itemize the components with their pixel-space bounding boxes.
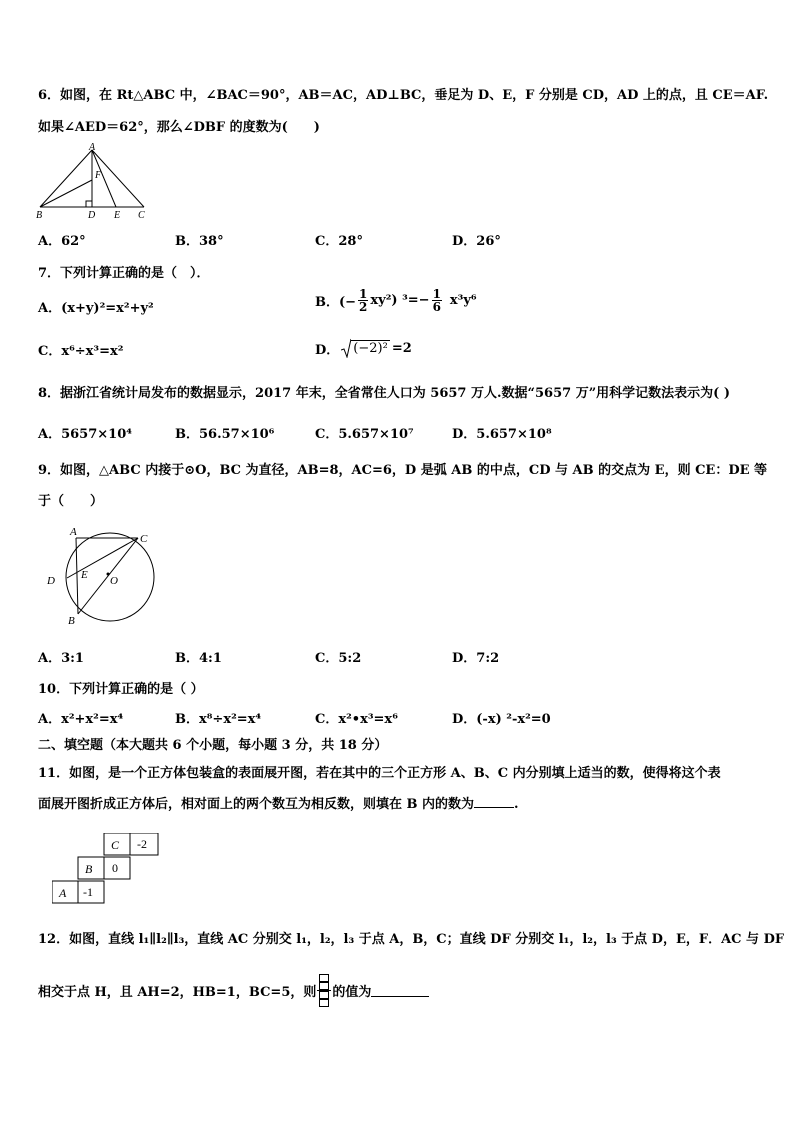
q7-option-b-suffix: x³y⁶ <box>449 293 477 308</box>
q11-cell-zero: 0 <box>112 861 118 875</box>
q11-answer-blank <box>474 795 514 808</box>
q6-option-a: A．62° <box>38 234 86 249</box>
q6-option-b: B．38° <box>175 234 224 249</box>
q9-label-B: B <box>68 615 75 626</box>
q11-line2-text: 面展开图折成正方体后，相对面上的两个数互为相反数，则填在 B 内的数为 <box>38 797 475 812</box>
q10-option-b: B．x⁸÷x²=x⁴ <box>175 712 262 727</box>
q7-option-b-fraction-2 <box>432 288 442 313</box>
q12-line2-suffix: 的值为 <box>332 985 372 1000</box>
q9-label-C: C <box>140 533 148 545</box>
q10-option-a: A．x²+x²=x⁴ <box>38 712 124 727</box>
q6-triangle-figure <box>34 142 156 220</box>
q8-option-d: D．5.657×10⁸ <box>452 427 552 442</box>
q9-label-D: D <box>47 575 55 587</box>
q6-option-c: C．28° <box>315 234 363 249</box>
q9-label-A: A <box>70 526 77 538</box>
q12-missing-fraction <box>317 974 331 1007</box>
q7-option-d-radicand: (−2)² <box>353 341 388 356</box>
q12-fraction-numerator <box>317 974 331 991</box>
q7-option-c: C．x⁶÷x³=x² <box>38 344 124 359</box>
q7-option-b-fraction-1 <box>358 288 368 313</box>
q10-option-d: D．(-x) ²-x²=0 <box>452 712 551 727</box>
q7-option-b <box>315 288 477 313</box>
q9-line1: 9．如图，△ABC 内接于⊙O，BC 为直径，AB=8，AC=6，D 是弧 AB 的中点，CD 与 AB 的交点为 E，则 CE：DE 等 <box>38 463 768 478</box>
q9-label-E: E <box>81 569 88 581</box>
q11-line2-end: . <box>514 797 519 812</box>
q7-option-b-den-1: 2 <box>359 300 368 314</box>
q8-option-c: C．5.657×10⁷ <box>315 427 414 442</box>
q11-line1: 11．如图，是一个正方体包装盒的表面展开图，若在其中的三个正方形 A、B、C 内分别填上适当的数，使得将这个表 <box>38 766 721 781</box>
q7-option-b-num-2: 1 <box>432 287 441 301</box>
q7-option-d-suffix: =2 <box>391 340 412 356</box>
q10-stem: 10．下列计算正确的是（ ） <box>38 682 204 697</box>
radical-sign-icon <box>341 338 351 358</box>
q6-label-E: E <box>114 210 121 220</box>
q8-option-b: B．56.57×10⁶ <box>175 427 275 442</box>
q6-label-A: A <box>89 142 96 153</box>
q6-label-B: B <box>36 210 43 220</box>
q7-stem: 7．下列计算正确的是（ ）． <box>38 266 210 281</box>
q6-option-d: D．26° <box>452 234 501 249</box>
q7-option-b-mid: xy²) ³=− <box>370 293 430 308</box>
q12-line2-prefix: 相交于点 H，且 AH=2，HB=1，BC=5，则 <box>38 985 317 1000</box>
q9-label-O: O <box>110 575 118 587</box>
section-2-heading: 二、填空题（本大题共 6 个小题，每小题 3 分，共 18 分） <box>38 738 388 753</box>
q12-fraction-denominator <box>317 991 331 1007</box>
q6-line2: 如果∠AED＝62°，那么∠DBF 的度数为( ) <box>38 120 320 135</box>
q9-line2: 于（ ） <box>38 494 104 509</box>
q12-line2 <box>38 974 429 1007</box>
q7-option-b-num-1: 1 <box>359 287 368 301</box>
q7-option-d <box>315 338 412 358</box>
q6-label-C: C <box>138 210 145 220</box>
q8-option-a: A．5657×10⁴ <box>38 427 132 442</box>
q11-cell-A: A <box>59 886 67 900</box>
q6-label-D: D <box>88 210 96 220</box>
q12-answer-blank <box>371 984 429 997</box>
q7-option-b-den-2: 6 <box>432 300 441 314</box>
q7-option-b-prefix: B．(− <box>315 295 357 310</box>
q12-line1: 12．如图，直线 l₁∥l₂∥l₃，直线 AC 分别交 l₁，l₂，l₃ 于点 A，B，C；直线 DF 分别交 l₁，l₂，l₃ 于点 D，E，F．AC 与 DF <box>38 932 785 947</box>
q11-cell-neg1: -1 <box>83 885 93 899</box>
q9-circle-figure <box>44 522 160 626</box>
q10-option-c: C．x²•x³=x⁶ <box>315 712 398 727</box>
q9-option-a: A．3:1 <box>38 651 84 666</box>
q6-line1: 6．如图，在 Rt△ABC 中，∠BAC＝90°，AB＝AC，AD⊥BC，垂足为 D、E，F 分别是 CD，AD 上的点，且 CE＝AF. <box>38 88 769 103</box>
q7-option-d-prefix: D． <box>315 342 340 358</box>
q8-stem: 8．据浙江省统计局发布的数据显示，2017 年末，全省常住人口为 5657 万人.数据“5657 万”用科学记数法表示为( ) <box>38 386 731 401</box>
q11-cell-C: C <box>111 838 120 852</box>
q7-option-a: A．(x+y)²=x²+y² <box>38 301 154 316</box>
q11-cell-neg2: -2 <box>137 837 147 851</box>
q11-line2 <box>38 793 519 812</box>
q11-cube-net-figure <box>52 833 162 907</box>
q6-label-F: F <box>95 170 102 181</box>
q9-option-d: D．7:2 <box>452 651 500 666</box>
q9-option-c: C．5:2 <box>315 651 362 666</box>
q9-option-b: B．4:1 <box>175 651 222 666</box>
q11-cell-B: B <box>85 862 93 876</box>
